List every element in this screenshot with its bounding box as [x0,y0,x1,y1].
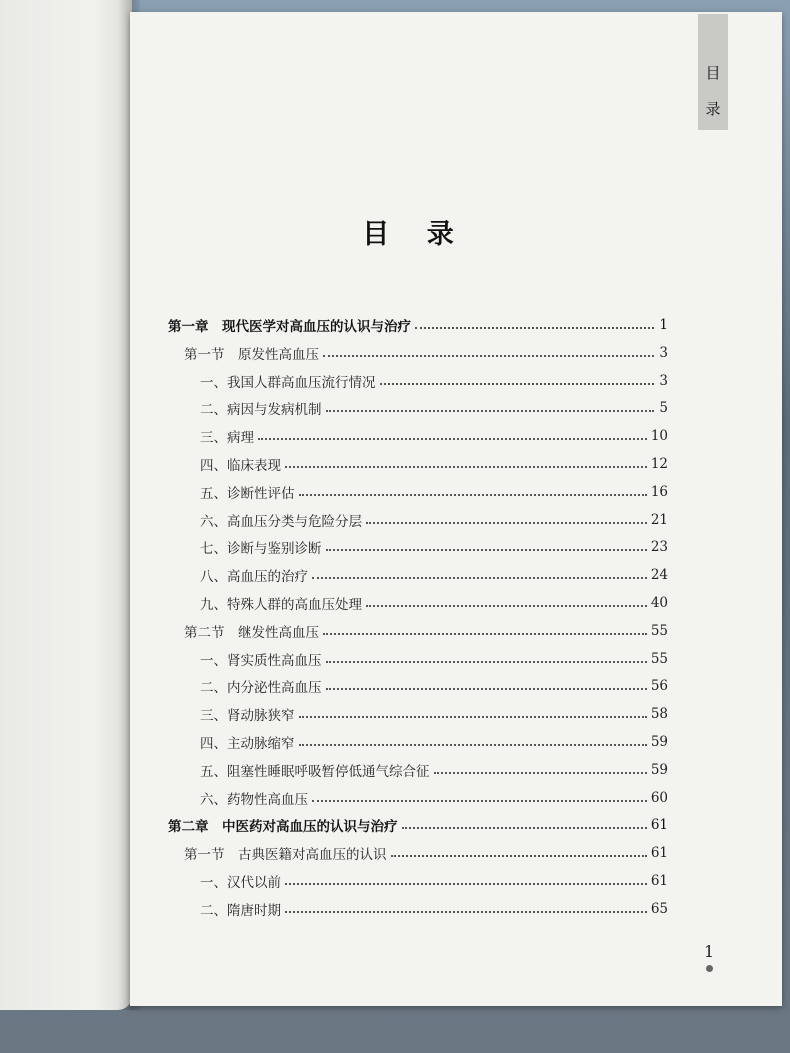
left-page-edge [0,0,132,1010]
toc-entry-title: 三、病理 [200,430,254,447]
toc-entry-page: 40 [650,595,668,611]
toc-entry-page: 16 [650,483,668,500]
toc-leader-dots [285,883,647,885]
section-tab [698,14,728,130]
toc-item [200,507,668,533]
toc-item [200,729,668,755]
toc-entry-page: 10 [650,428,668,445]
toc-entry-page: 1 [659,317,668,333]
toc-entry-title: 第一节 原发性高血压 [184,346,319,363]
page-title: 目 录 [362,219,468,250]
toc-entry-title: 二、隋唐时期 [200,902,281,919]
toc-entry-title: 四、临床表现 [200,458,281,474]
toc-entry-page: 55 [650,622,668,639]
toc-item [200,395,668,421]
toc-entry-page: 59 [650,761,668,778]
toc-leader-dots [326,688,647,690]
toc-entry-page: 55 [650,650,668,667]
toc-leader-dots [326,410,655,412]
toc-item [200,646,668,672]
toc-section [184,618,668,644]
toc-leader-dots [402,827,647,829]
toc-entry-title: 七、诊断与鉴别诊断 [200,541,322,558]
toc-entry-title: 五、诊断性评估 [200,485,295,502]
toc-entry-title: 第二节 继发性高血压 [184,624,319,641]
toc-entry-page: 21 [650,511,668,528]
toc-entry-title: 第一节 古典医籍对高血压的认识 [184,847,387,864]
page-number: 1 [704,942,715,961]
toc-entry-title: 二、内分泌性高血压 [200,680,322,697]
toc-entry-page: 12 [650,456,668,472]
toc-entry-page: 56 [650,678,668,695]
toc-chapter [168,312,668,338]
toc-section [184,840,668,866]
section-tab-label: 目 录 [703,65,722,124]
toc-entry-page: 61 [650,817,668,834]
toc-entry-page: 61 [650,845,668,862]
toc-leader-dots [258,438,647,440]
toc-entry-page: 58 [650,706,668,723]
toc-leader-dots [312,800,647,802]
toc-leader-dots [299,744,647,746]
toc-entry-title: 五、阻塞性睡眠呼吸暂停低通气综合征 [200,763,430,780]
toc-entry-page: 61 [650,873,668,889]
toc-leader-dots [323,355,654,357]
toc-chapter [168,812,668,838]
toc-entry-title: 八、高血压的治疗 [200,569,308,586]
toc-entry-title: 三、肾动脉狭窄 [200,708,295,725]
toc-entry-page: 60 [650,789,668,806]
toc-leader-dots [285,466,647,468]
toc-entry-title: 九、特殊人群的高血压处理 [200,597,362,613]
toc-item [200,423,668,449]
toc-leader-dots [434,772,647,774]
toc-entry-title: 一、肾实质性高血压 [200,652,322,669]
toc-leader-dots [380,383,655,385]
toc-leader-dots [312,577,647,579]
toc-item [200,368,668,394]
toc-entry-title: 第一章 现代医学对高血压的认识与治疗 [168,319,411,335]
page-number-dot [706,965,713,972]
toc-entry-title: 六、高血压分类与危险分层 [200,513,362,530]
toc-entry-page: 3 [659,344,668,361]
toc-section [184,340,668,366]
toc-entry-page: 24 [650,567,668,584]
toc-entry-title: 一、我国人群高血压流行情况 [200,374,376,391]
toc-leader-dots [415,327,654,329]
toc-entry-title: 二、病因与发病机制 [200,402,322,419]
toc-item [200,562,668,588]
toc-entry-title: 第二章 中医药对高血压的认识与治疗 [168,819,398,836]
toc-leader-dots [299,716,647,718]
toc-item [200,896,668,922]
toc-item [200,451,668,477]
toc-entry-page: 5 [659,400,668,417]
toc-item [200,673,668,699]
toc-entry-title: 六、药物性高血压 [200,791,308,808]
toc-leader-dots [326,661,647,663]
toc-leader-dots [366,605,647,607]
toc-leader-dots [366,522,647,524]
toc-entry-page: 23 [650,539,668,556]
toc-leader-dots [285,911,647,913]
toc-item [200,479,668,505]
toc-item [200,757,668,783]
toc-item [200,590,668,616]
toc-item [200,701,668,727]
toc-entry-page: 3 [659,372,668,389]
toc-item [200,785,668,811]
toc-leader-dots [326,549,647,551]
toc-entry-title: 四、主动脉缩窄 [200,736,295,752]
toc-item [200,534,668,560]
toc-leader-dots [323,633,647,635]
toc-leader-dots [391,855,647,857]
toc-entry-title: 一、汉代以前 [200,875,281,891]
toc-entry-page: 65 [650,900,668,917]
toc-item [200,868,668,894]
toc-leader-dots [299,494,647,496]
toc-entry-page: 59 [650,734,668,750]
